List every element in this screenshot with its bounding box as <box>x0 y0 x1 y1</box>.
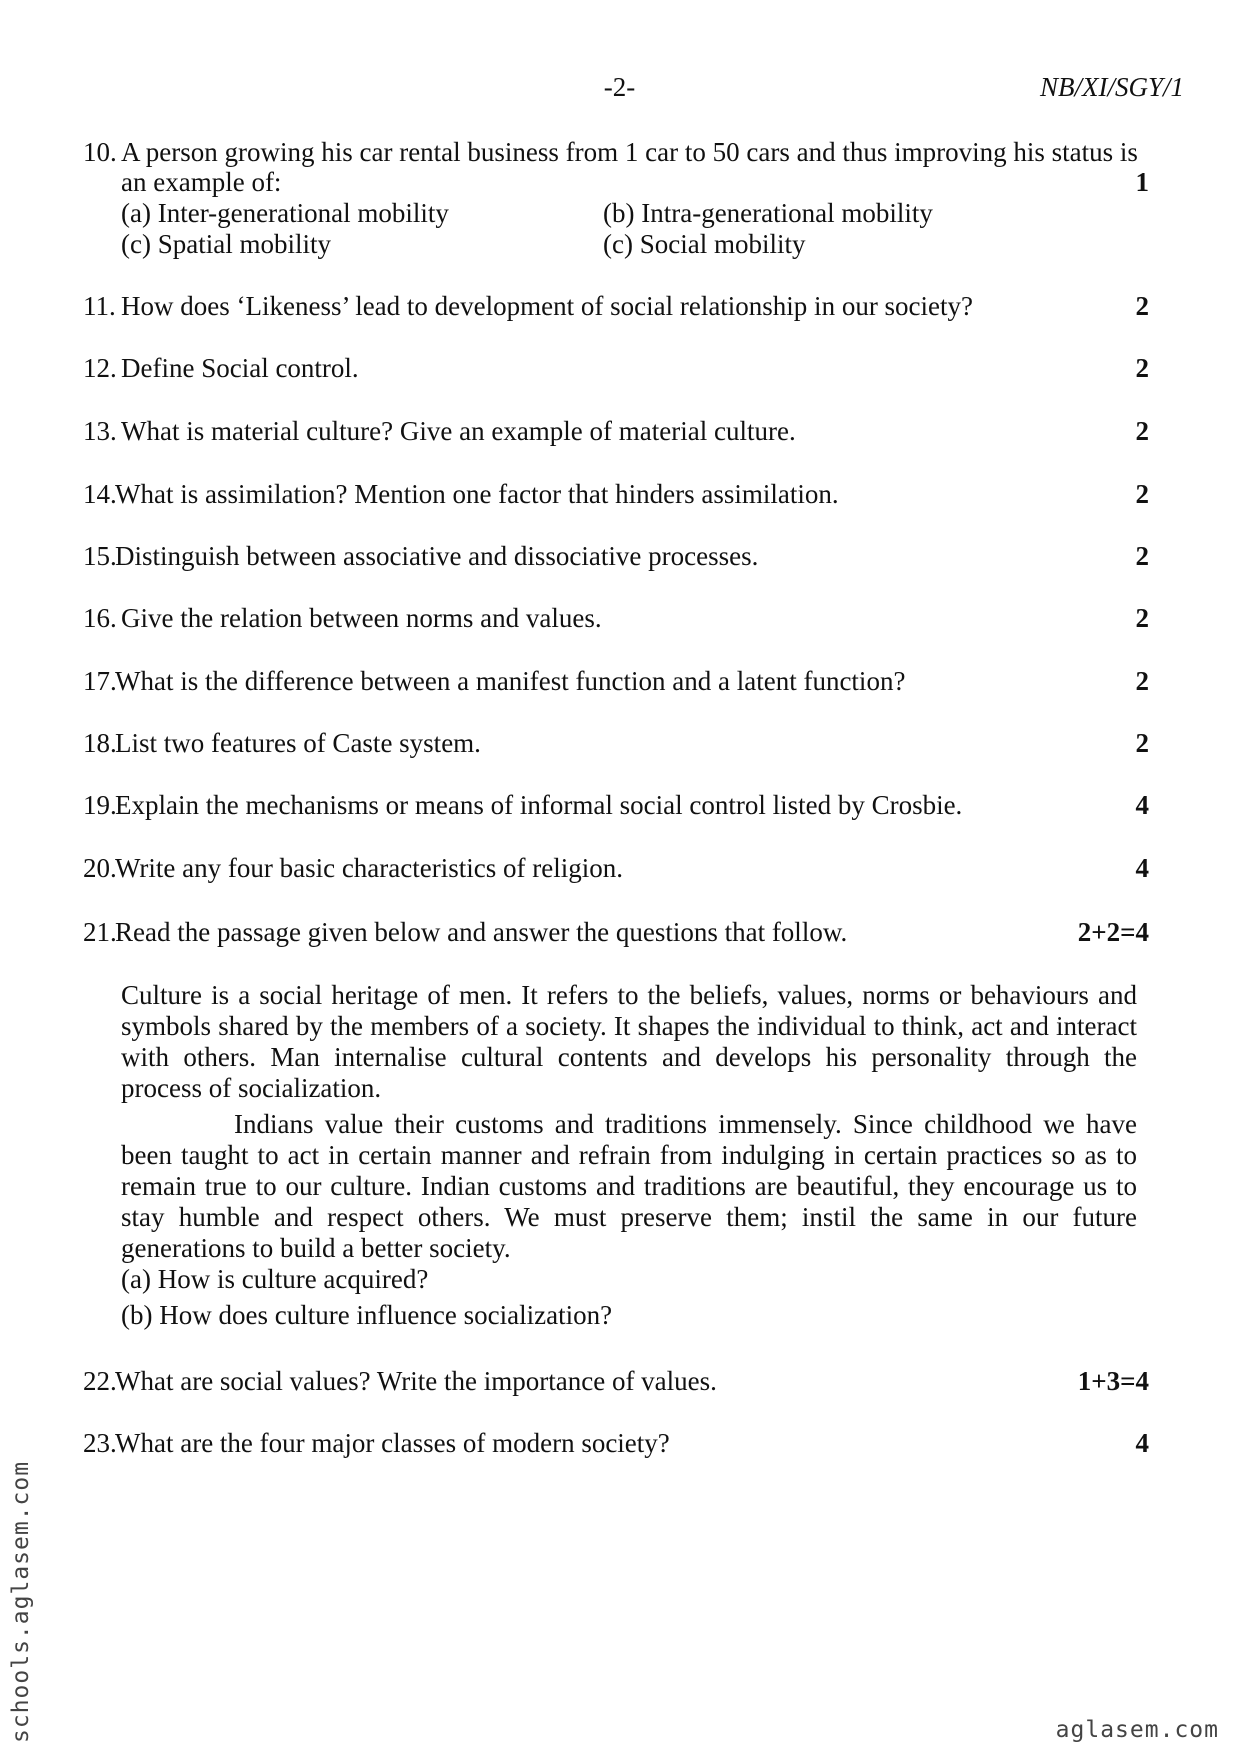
question-number: 16. <box>83 603 117 633</box>
question-text: What is assimilation? Mention one factor that hinders assimilation. <box>115 479 839 509</box>
question-marks: 4 <box>1135 1428 1149 1458</box>
passage-paragraph-1: Culture is a social heritage of men. It refers to the beliefs, values, norms or behaviours and symbols shared by the members of a society. It shapes the individual to think, act and interact with others. Man internalise cultural contents and develops his personality through the process of socialization. <box>121 980 1137 1103</box>
question-text: What is the difference between a manifest function and a latent function? <box>115 666 906 696</box>
question-number: 20. <box>83 853 117 883</box>
question-text: Read the passage given below and answer the questions that follow. <box>115 917 848 947</box>
question-marks: 2 <box>1135 728 1149 758</box>
passage-paragraph-2: Indians value their customs and traditions immensely. Since childhood we have been taught to act in certain manner and refrain from indulging in certain practices so as to remain true to our culture. Indian customs and traditions are beautiful, they encourage us to stay humble and respect others. We must preserve them; instil the same in our future generations to build a better society. <box>121 1109 1137 1263</box>
question-marks: 4 <box>1135 853 1149 883</box>
question-number: 22. <box>83 1366 117 1396</box>
sub-question-b: (b) How does culture influence socialization? <box>121 1300 613 1330</box>
question-number: 17. <box>83 666 117 696</box>
sub-question-a: (a) How is culture acquired? <box>121 1264 429 1294</box>
question-10 <box>83 137 1149 261</box>
question-text: Explain the mechanisms or means of informal social control listed by Crosbie. <box>115 790 963 820</box>
watermark-left: schools.aglasem.com <box>8 1460 34 1743</box>
question-number: 23. <box>83 1428 117 1458</box>
question-marks: 2 <box>1135 479 1149 509</box>
question-number: 13. <box>83 416 117 446</box>
option-b: (b) Intra-generational mobility <box>603 198 933 228</box>
question-number: 21. <box>83 917 117 947</box>
question-marks: 2 <box>1135 291 1149 321</box>
question-marks: 2 <box>1135 666 1149 696</box>
paper-code: NB/XI/SGY/1 <box>1039 72 1184 102</box>
question-text: Write any four basic characteristics of religion. <box>115 853 623 883</box>
question-marks: 4 <box>1135 790 1149 820</box>
question-marks: 2+2=4 <box>1077 917 1149 947</box>
question-marks: 2 <box>1135 541 1149 571</box>
question-text-line2: an example of: <box>121 167 282 197</box>
question-number: 19. <box>83 790 117 820</box>
question-text: List two features of Caste system. <box>115 728 481 758</box>
option-a: (a) Inter-generational mobility <box>121 198 449 228</box>
question-number: 14. <box>83 479 117 509</box>
question-number: 15. <box>83 541 117 571</box>
question-text: What are the four major classes of modern society? <box>115 1428 670 1458</box>
question-number: 11. <box>83 291 116 321</box>
question-marks: 1 <box>1135 167 1149 197</box>
question-number: 10. <box>83 137 117 167</box>
question-text: Define Social control. <box>121 353 359 383</box>
question-marks: 2 <box>1135 603 1149 633</box>
question-marks: 2 <box>1135 416 1149 446</box>
question-text: How does ‘Likeness’ lead to development of social relationship in our society? <box>121 291 974 321</box>
option-c: (c) Spatial mobility <box>121 229 331 259</box>
question-marks: 2 <box>1135 353 1149 383</box>
option-d: (c) Social mobility <box>603 229 806 259</box>
question-number: 12. <box>83 353 117 383</box>
question-number: 18. <box>83 728 117 758</box>
question-text: Give the relation between norms and values. <box>121 603 602 633</box>
question-text-line1: A person growing his car rental business from 1 car to 50 cars and thus improving his status is <box>121 137 1138 167</box>
question-marks: 1+3=4 <box>1077 1366 1149 1396</box>
question-text: What is material culture? Give an example of material culture. <box>121 416 796 446</box>
question-text: Distinguish between associative and dissociative processes. <box>115 541 759 571</box>
watermark-right: aglasem.com <box>1055 1717 1219 1743</box>
question-text: What are social values? Write the importance of values. <box>115 1366 717 1396</box>
page-number: -2- <box>603 72 636 102</box>
